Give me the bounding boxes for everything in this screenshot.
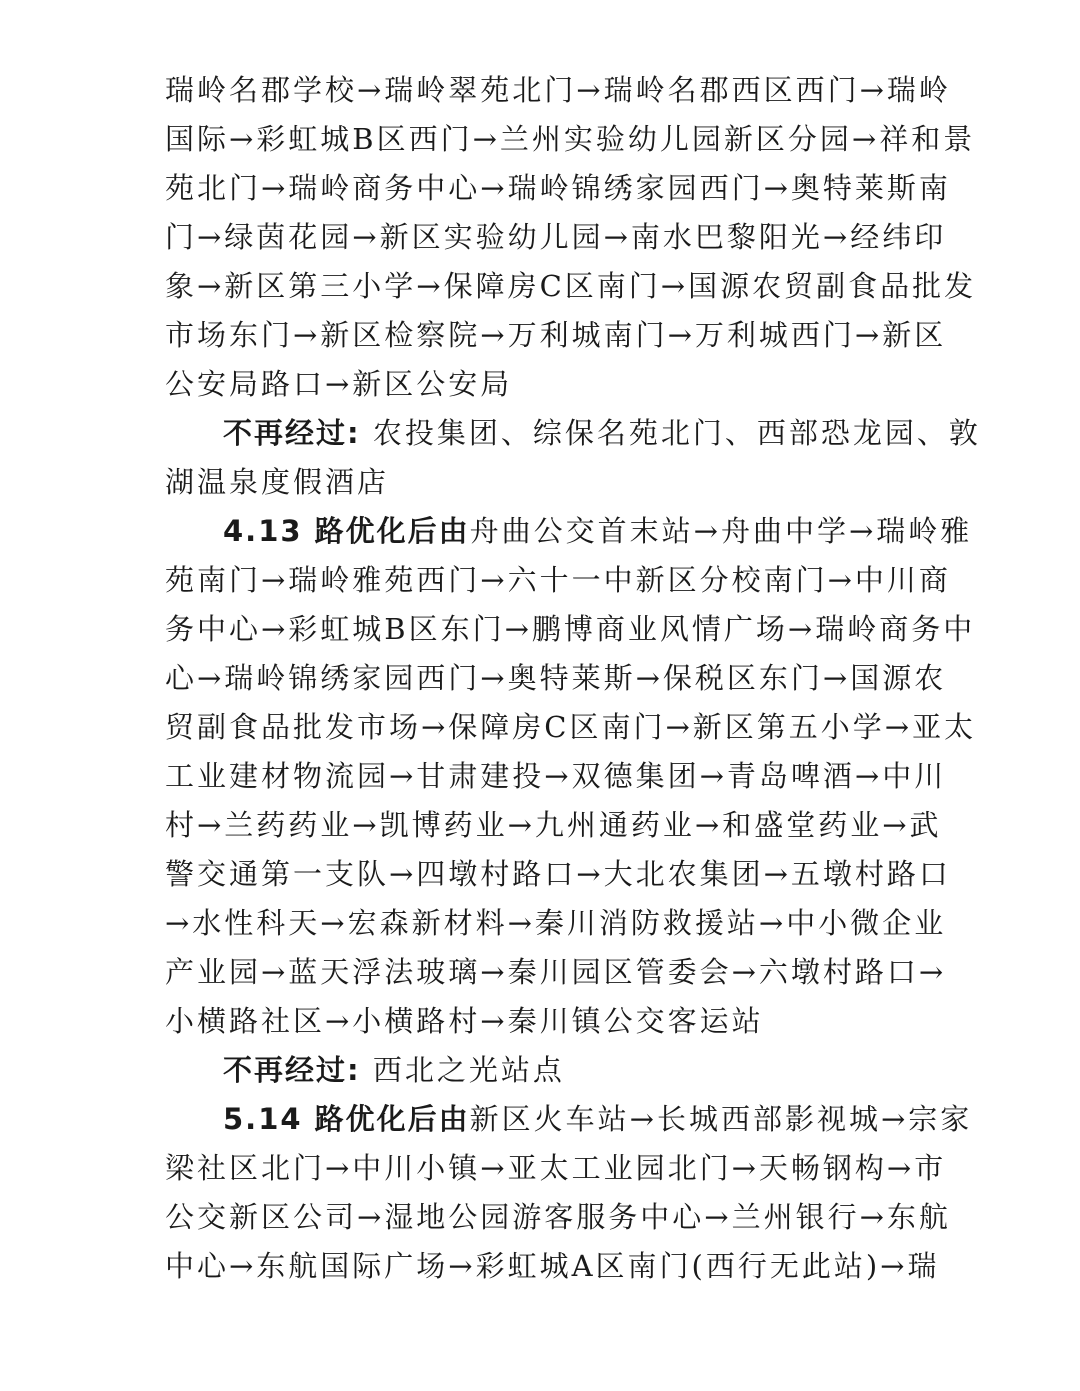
route13-line-7: 警交通第一支队→四墩村路口→大北农集团→五墩村路口	[165, 857, 951, 891]
route14-heading: 5.14 路优化后由	[223, 1102, 470, 1136]
route14-line-1: 梁社区北门→中川小镇→亚太工业园北门→天畅钢构→市	[165, 1151, 947, 1185]
route13-line-2: 务中心→彩虹城B区东门→鹏博商业风情广场→瑞岭商务中	[165, 612, 976, 646]
route12-no-longer-stops: 农投集团、综保名苑北门、西部恐龙园、敦	[360, 416, 981, 450]
route12-no-longer-label: 不再经过:	[223, 416, 361, 450]
route12-line-5: 象→新区第三小学→保障房C区南门→国源农贸副食品批发	[165, 269, 977, 303]
route13-no-longer-line	[165, 1046, 917, 1095]
route12-line-3: 苑北门→瑞岭商务中心→瑞岭锦绣家园西门→奥特莱斯南	[165, 171, 951, 205]
route12-line-7: 公安局路口→新区公安局	[165, 367, 513, 401]
route14-line-2: 公交新区公司→湿地公园游客服务中心→兰州银行→东航	[165, 1200, 951, 1234]
route12-no-longer-line	[165, 409, 981, 458]
route13-first-line-rest: 舟曲公交首末站→舟曲中学→瑞岭雅	[469, 514, 973, 548]
route-notice-text	[165, 66, 981, 1291]
route12-line-4: 门→绿茵花园→新区实验幼儿园→南水巴黎阳光→经纬印	[165, 220, 947, 254]
route13-line-5: 工业建材物流园→甘肃建投→双德集团→青岛啤酒→中川	[165, 759, 947, 793]
route13-line-3: 心→瑞岭锦绣家园西门→奥特莱斯→保税区东门→国源农	[165, 661, 947, 695]
route13-line-1: 苑南门→瑞岭雅苑西门→六十一中新区分校南门→中川商	[165, 563, 951, 597]
route13-line-6: 村→兰药药业→凯博药业→九州通药业→和盛堂药业→武	[165, 808, 942, 842]
route13-line-10: 小横路社区→小横路村→秦川镇公交客运站	[165, 1004, 764, 1038]
route14-first-line-rest: 新区火车站→长城西部影视城→宗家	[469, 1102, 973, 1136]
route12-line-1: 瑞岭名郡学校→瑞岭翠苑北门→瑞岭名郡西区西门→瑞岭	[165, 73, 951, 107]
route13-no-longer-stops: 西北之光站点	[360, 1053, 565, 1087]
route14-heading-line	[165, 1095, 973, 1144]
route13-line-4: 贸副食品批发市场→保障房C区南门→新区第五小学→亚太	[165, 710, 977, 744]
route12-line-6: 市场东门→新区检察院→万利城南门→万利城西门→新区	[165, 318, 947, 352]
route14-line-3: 中心→东航国际广场→彩虹城A区南门(西行无此站)→瑞	[165, 1249, 940, 1283]
route12-no-longer-line-2: 湖温泉度假酒店	[165, 465, 390, 499]
route13-line-9: 产业园→蓝天浮法玻璃→秦川园区管委会→六墩村路口→	[165, 955, 947, 989]
route13-heading-line	[165, 507, 973, 556]
route12-line-2: 国际→彩虹城B区西门→兰州实验幼儿园新区分园→祥和景	[165, 122, 976, 156]
route13-heading: 4.13 路优化后由	[223, 514, 470, 548]
route13-line-8: →水性科天→宏森新材料→秦川消防救援站→中小微企业	[165, 906, 947, 940]
route13-no-longer-label: 不再经过:	[223, 1053, 361, 1087]
